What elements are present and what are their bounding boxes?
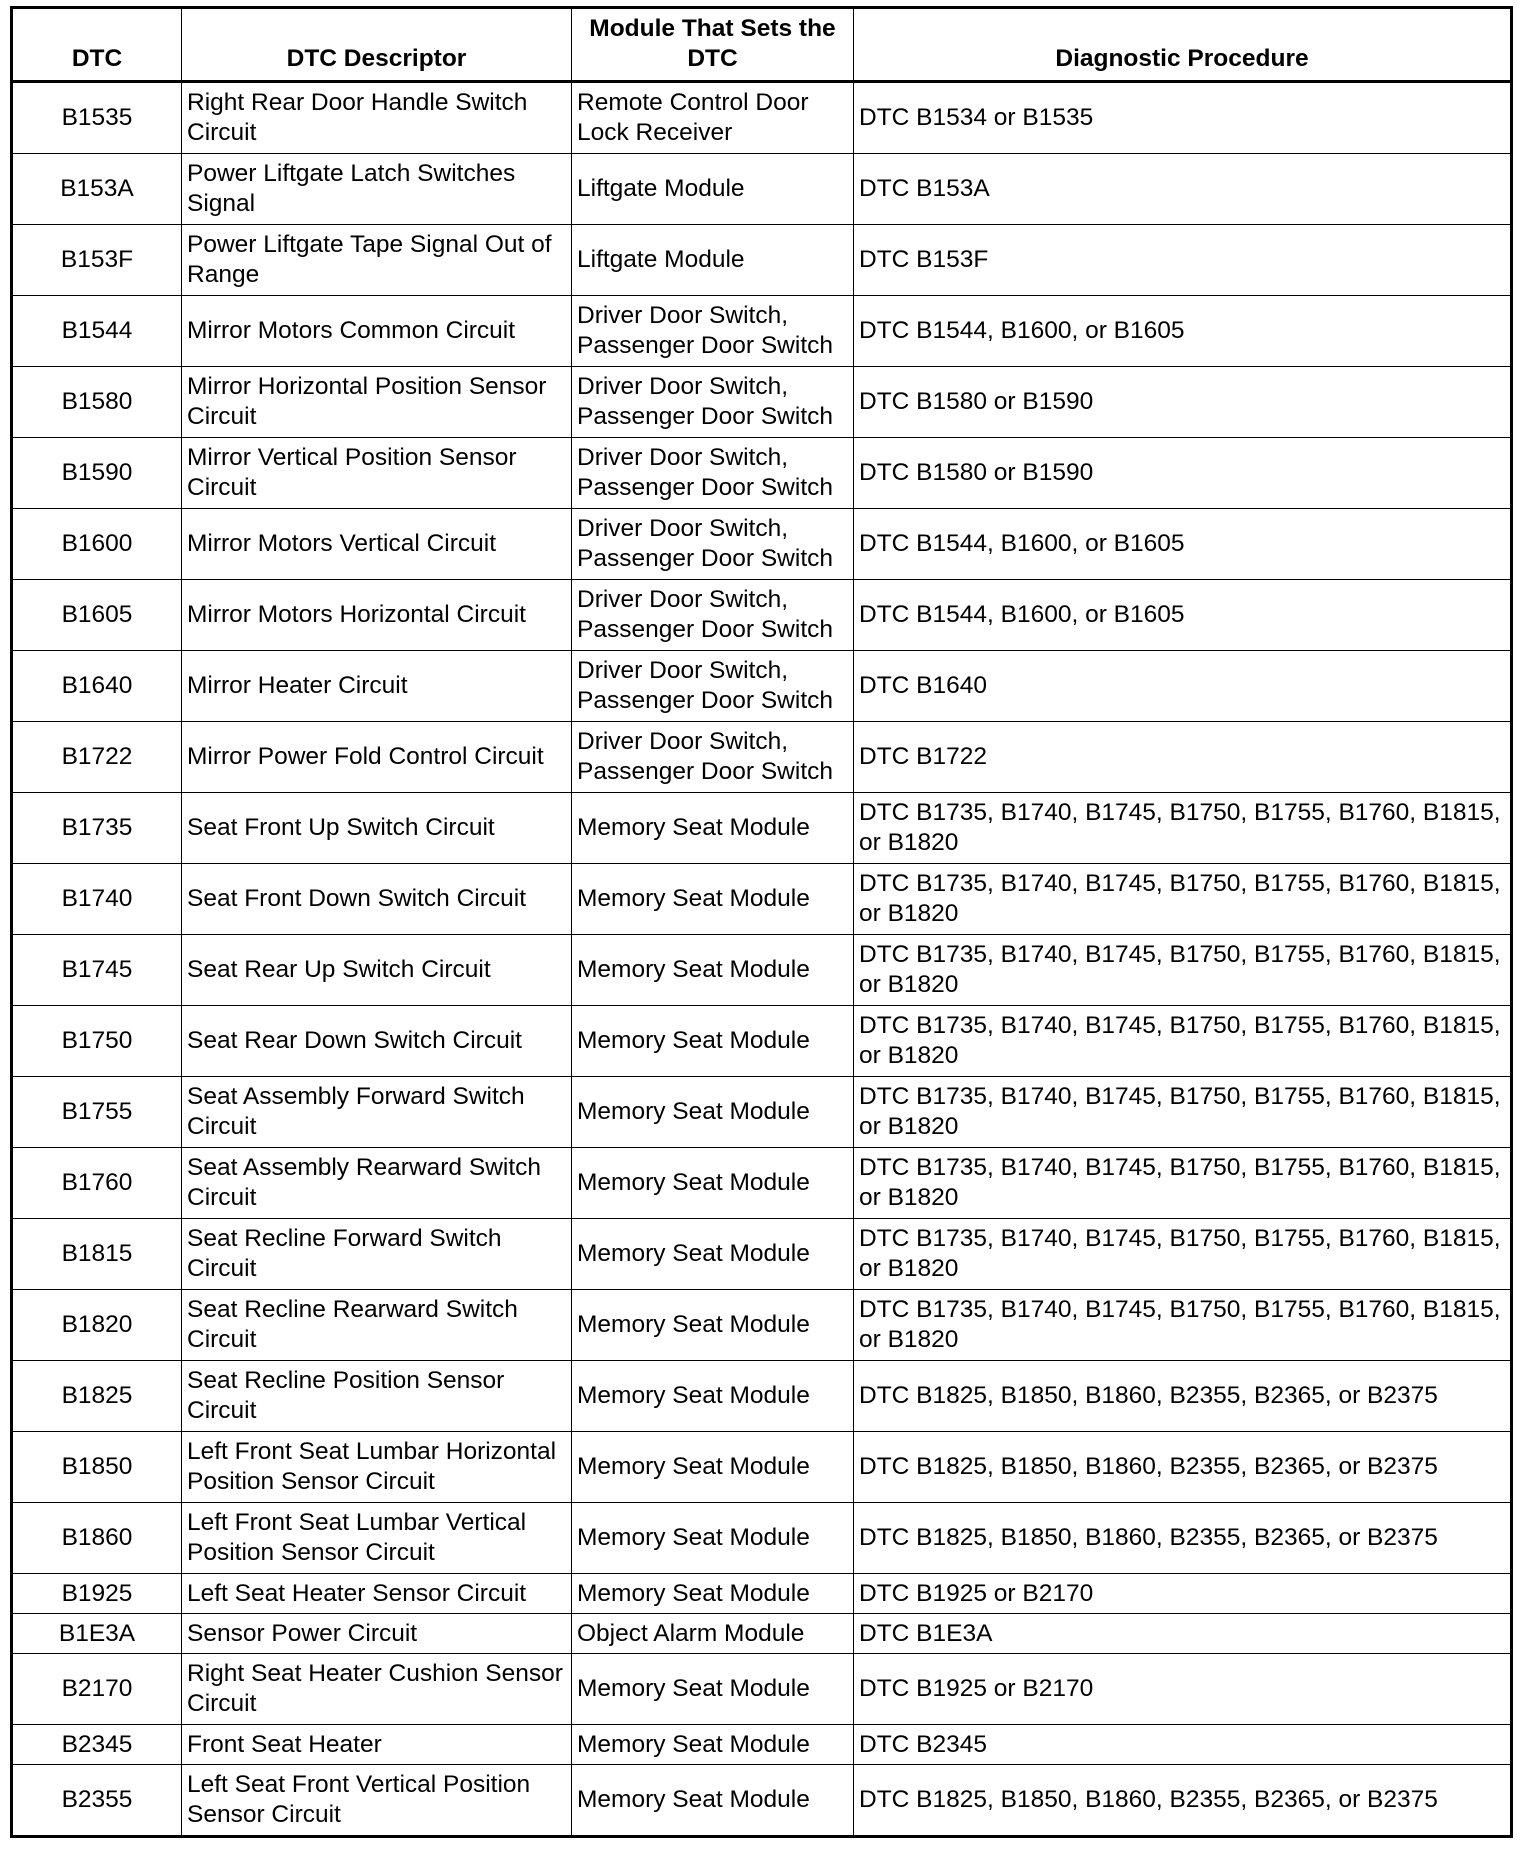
table-row [12, 1290, 1512, 1361]
dtc-module: Liftgate Module [572, 154, 854, 225]
dtc-descriptor: Mirror Horizontal Position Sensor Circuit [182, 367, 572, 438]
table-row [12, 1725, 1512, 1765]
dtc-module: Memory Seat Module [572, 793, 854, 864]
dtc-procedure: DTC B1534 or B1535 [854, 82, 1512, 154]
table-row [12, 864, 1512, 935]
dtc-descriptor: Seat Rear Up Switch Circuit [182, 935, 572, 1006]
dtc-procedure: DTC B1735, B1740, B1745, B1750, B1755, B1760, B1815, or B1820 [854, 935, 1512, 1006]
dtc-code: B1722 [12, 722, 182, 793]
table-row [12, 935, 1512, 1006]
dtc-module: Driver Door Switch, Passenger Door Switch [572, 651, 854, 722]
dtc-descriptor: Seat Recline Rearward Switch Circuit [182, 1290, 572, 1361]
table-row [12, 1654, 1512, 1725]
table-row [12, 82, 1512, 154]
dtc-descriptor: Left Front Seat Lumbar Vertical Position Sensor Circuit [182, 1503, 572, 1574]
dtc-module: Memory Seat Module [572, 1290, 854, 1361]
dtc-code: B2355 [12, 1765, 182, 1837]
dtc-descriptor: Left Seat Heater Sensor Circuit [182, 1574, 572, 1614]
header-dtc: DTC [12, 8, 182, 82]
dtc-descriptor: Right Seat Heater Cushion Sensor Circuit [182, 1654, 572, 1725]
dtc-code: B1755 [12, 1077, 182, 1148]
dtc-module: Memory Seat Module [572, 1574, 854, 1614]
dtc-code: B1860 [12, 1503, 182, 1574]
dtc-code: B1735 [12, 793, 182, 864]
dtc-descriptor: Seat Recline Position Sensor Circuit [182, 1361, 572, 1432]
dtc-procedure: DTC B153A [854, 154, 1512, 225]
dtc-descriptor: Mirror Power Fold Control Circuit [182, 722, 572, 793]
dtc-module: Remote Control Door Lock Receiver [572, 82, 854, 154]
dtc-code: B1580 [12, 367, 182, 438]
dtc-descriptor: Seat Assembly Rearward Switch Circuit [182, 1148, 572, 1219]
dtc-module: Memory Seat Module [572, 1148, 854, 1219]
dtc-procedure: DTC B1735, B1740, B1745, B1750, B1755, B1760, B1815, or B1820 [854, 1290, 1512, 1361]
table-row [12, 438, 1512, 509]
dtc-procedure: DTC B1735, B1740, B1745, B1750, B1755, B1760, B1815, or B1820 [854, 864, 1512, 935]
dtc-descriptor: Seat Front Down Switch Circuit [182, 864, 572, 935]
dtc-procedure: DTC B1735, B1740, B1745, B1750, B1755, B1760, B1815, or B1820 [854, 1219, 1512, 1290]
dtc-descriptor: Mirror Heater Circuit [182, 651, 572, 722]
dtc-procedure: DTC B1735, B1740, B1745, B1750, B1755, B1760, B1815, or B1820 [854, 1077, 1512, 1148]
dtc-descriptor: Left Front Seat Lumbar Horizontal Position Sensor Circuit [182, 1432, 572, 1503]
dtc-module: Memory Seat Module [572, 1006, 854, 1077]
dtc-module: Memory Seat Module [572, 864, 854, 935]
dtc-code: B1760 [12, 1148, 182, 1219]
dtc-code: B153F [12, 225, 182, 296]
dtc-descriptor: Left Seat Front Vertical Position Sensor Circuit [182, 1765, 572, 1837]
table-row [12, 1006, 1512, 1077]
dtc-descriptor: Mirror Vertical Position Sensor Circuit [182, 438, 572, 509]
dtc-descriptor: Seat Recline Forward Switch Circuit [182, 1219, 572, 1290]
dtc-table [10, 6, 1513, 1838]
dtc-module: Liftgate Module [572, 225, 854, 296]
dtc-descriptor: Front Seat Heater [182, 1725, 572, 1765]
table-row [12, 225, 1512, 296]
dtc-procedure: DTC B1640 [854, 651, 1512, 722]
dtc-descriptor: Mirror Motors Horizontal Circuit [182, 580, 572, 651]
dtc-descriptor: Mirror Motors Common Circuit [182, 296, 572, 367]
dtc-code: B1544 [12, 296, 182, 367]
dtc-module: Memory Seat Module [572, 1361, 854, 1432]
dtc-procedure: DTC B1580 or B1590 [854, 367, 1512, 438]
dtc-procedure: DTC B1735, B1740, B1745, B1750, B1755, B1760, B1815, or B1820 [854, 793, 1512, 864]
dtc-descriptor: Power Liftgate Tape Signal Out of Range [182, 225, 572, 296]
dtc-procedure: DTC B1825, B1850, B1860, B2355, B2365, or B2375 [854, 1361, 1512, 1432]
table-row [12, 1614, 1512, 1654]
dtc-module: Driver Door Switch, Passenger Door Switch [572, 580, 854, 651]
dtc-module: Memory Seat Module [572, 1219, 854, 1290]
dtc-module: Driver Door Switch, Passenger Door Switch [572, 296, 854, 367]
dtc-procedure: DTC B1735, B1740, B1745, B1750, B1755, B1760, B1815, or B1820 [854, 1006, 1512, 1077]
dtc-code: B1600 [12, 509, 182, 580]
dtc-procedure: DTC B153F [854, 225, 1512, 296]
dtc-module: Driver Door Switch, Passenger Door Switch [572, 367, 854, 438]
table-row [12, 1503, 1512, 1574]
header-module: Module That Sets the DTC [572, 8, 854, 82]
dtc-procedure: DTC B1825, B1850, B1860, B2355, B2365, or B2375 [854, 1765, 1512, 1837]
dtc-procedure: DTC B1722 [854, 722, 1512, 793]
dtc-code: B1745 [12, 935, 182, 1006]
table-row [12, 509, 1512, 580]
dtc-module: Memory Seat Module [572, 935, 854, 1006]
header-descriptor: DTC Descriptor [182, 8, 572, 82]
table-row [12, 1432, 1512, 1503]
dtc-descriptor: Sensor Power Circuit [182, 1614, 572, 1654]
dtc-code: B2170 [12, 1654, 182, 1725]
dtc-procedure: DTC B1580 or B1590 [854, 438, 1512, 509]
table-row [12, 154, 1512, 225]
dtc-code: B1820 [12, 1290, 182, 1361]
dtc-code: B1825 [12, 1361, 182, 1432]
dtc-code: B1590 [12, 438, 182, 509]
dtc-code: B153A [12, 154, 182, 225]
dtc-procedure: DTC B1735, B1740, B1745, B1750, B1755, B1760, B1815, or B1820 [854, 1148, 1512, 1219]
dtc-code: B1605 [12, 580, 182, 651]
table-row [12, 1765, 1512, 1837]
dtc-procedure: DTC B1825, B1850, B1860, B2355, B2365, or B2375 [854, 1503, 1512, 1574]
dtc-descriptor: Right Rear Door Handle Switch Circuit [182, 82, 572, 154]
dtc-procedure: DTC B1544, B1600, or B1605 [854, 509, 1512, 580]
dtc-procedure: DTC B1E3A [854, 1614, 1512, 1654]
dtc-module: Driver Door Switch, Passenger Door Switch [572, 722, 854, 793]
table-row [12, 1219, 1512, 1290]
table-row [12, 1574, 1512, 1614]
table-row [12, 1148, 1512, 1219]
dtc-code: B2345 [12, 1725, 182, 1765]
dtc-descriptor: Seat Assembly Forward Switch Circuit [182, 1077, 572, 1148]
dtc-code: B1815 [12, 1219, 182, 1290]
document-page [10, 6, 1510, 1838]
dtc-code: B1850 [12, 1432, 182, 1503]
header-row [12, 8, 1512, 82]
dtc-procedure: DTC B1925 or B2170 [854, 1654, 1512, 1725]
dtc-module: Driver Door Switch, Passenger Door Switch [572, 509, 854, 580]
table-row [12, 793, 1512, 864]
dtc-code: B1925 [12, 1574, 182, 1614]
dtc-descriptor: Mirror Motors Vertical Circuit [182, 509, 572, 580]
dtc-code: B1640 [12, 651, 182, 722]
dtc-descriptor: Power Liftgate Latch Switches Signal [182, 154, 572, 225]
dtc-module: Memory Seat Module [572, 1765, 854, 1837]
table-row [12, 580, 1512, 651]
table-row [12, 651, 1512, 722]
table-row [12, 367, 1512, 438]
dtc-procedure: DTC B1825, B1850, B1860, B2355, B2365, or B2375 [854, 1432, 1512, 1503]
table-row [12, 1077, 1512, 1148]
dtc-module: Memory Seat Module [572, 1503, 854, 1574]
table-row [12, 296, 1512, 367]
dtc-procedure: DTC B1925 or B2170 [854, 1574, 1512, 1614]
dtc-module: Memory Seat Module [572, 1432, 854, 1503]
dtc-module: Driver Door Switch, Passenger Door Switch [572, 438, 854, 509]
header-procedure: Diagnostic Procedure [854, 8, 1512, 82]
table-row [12, 1361, 1512, 1432]
dtc-procedure: DTC B1544, B1600, or B1605 [854, 296, 1512, 367]
dtc-code: B1750 [12, 1006, 182, 1077]
dtc-module: Memory Seat Module [572, 1654, 854, 1725]
dtc-code: B1535 [12, 82, 182, 154]
dtc-code: B1E3A [12, 1614, 182, 1654]
dtc-module: Memory Seat Module [572, 1725, 854, 1765]
dtc-procedure: DTC B1544, B1600, or B1605 [854, 580, 1512, 651]
dtc-code: B1740 [12, 864, 182, 935]
dtc-module: Object Alarm Module [572, 1614, 854, 1654]
dtc-module: Memory Seat Module [572, 1077, 854, 1148]
dtc-descriptor: Seat Rear Down Switch Circuit [182, 1006, 572, 1077]
table-row [12, 722, 1512, 793]
table-body [12, 82, 1512, 1837]
dtc-procedure: DTC B2345 [854, 1725, 1512, 1765]
dtc-descriptor: Seat Front Up Switch Circuit [182, 793, 572, 864]
